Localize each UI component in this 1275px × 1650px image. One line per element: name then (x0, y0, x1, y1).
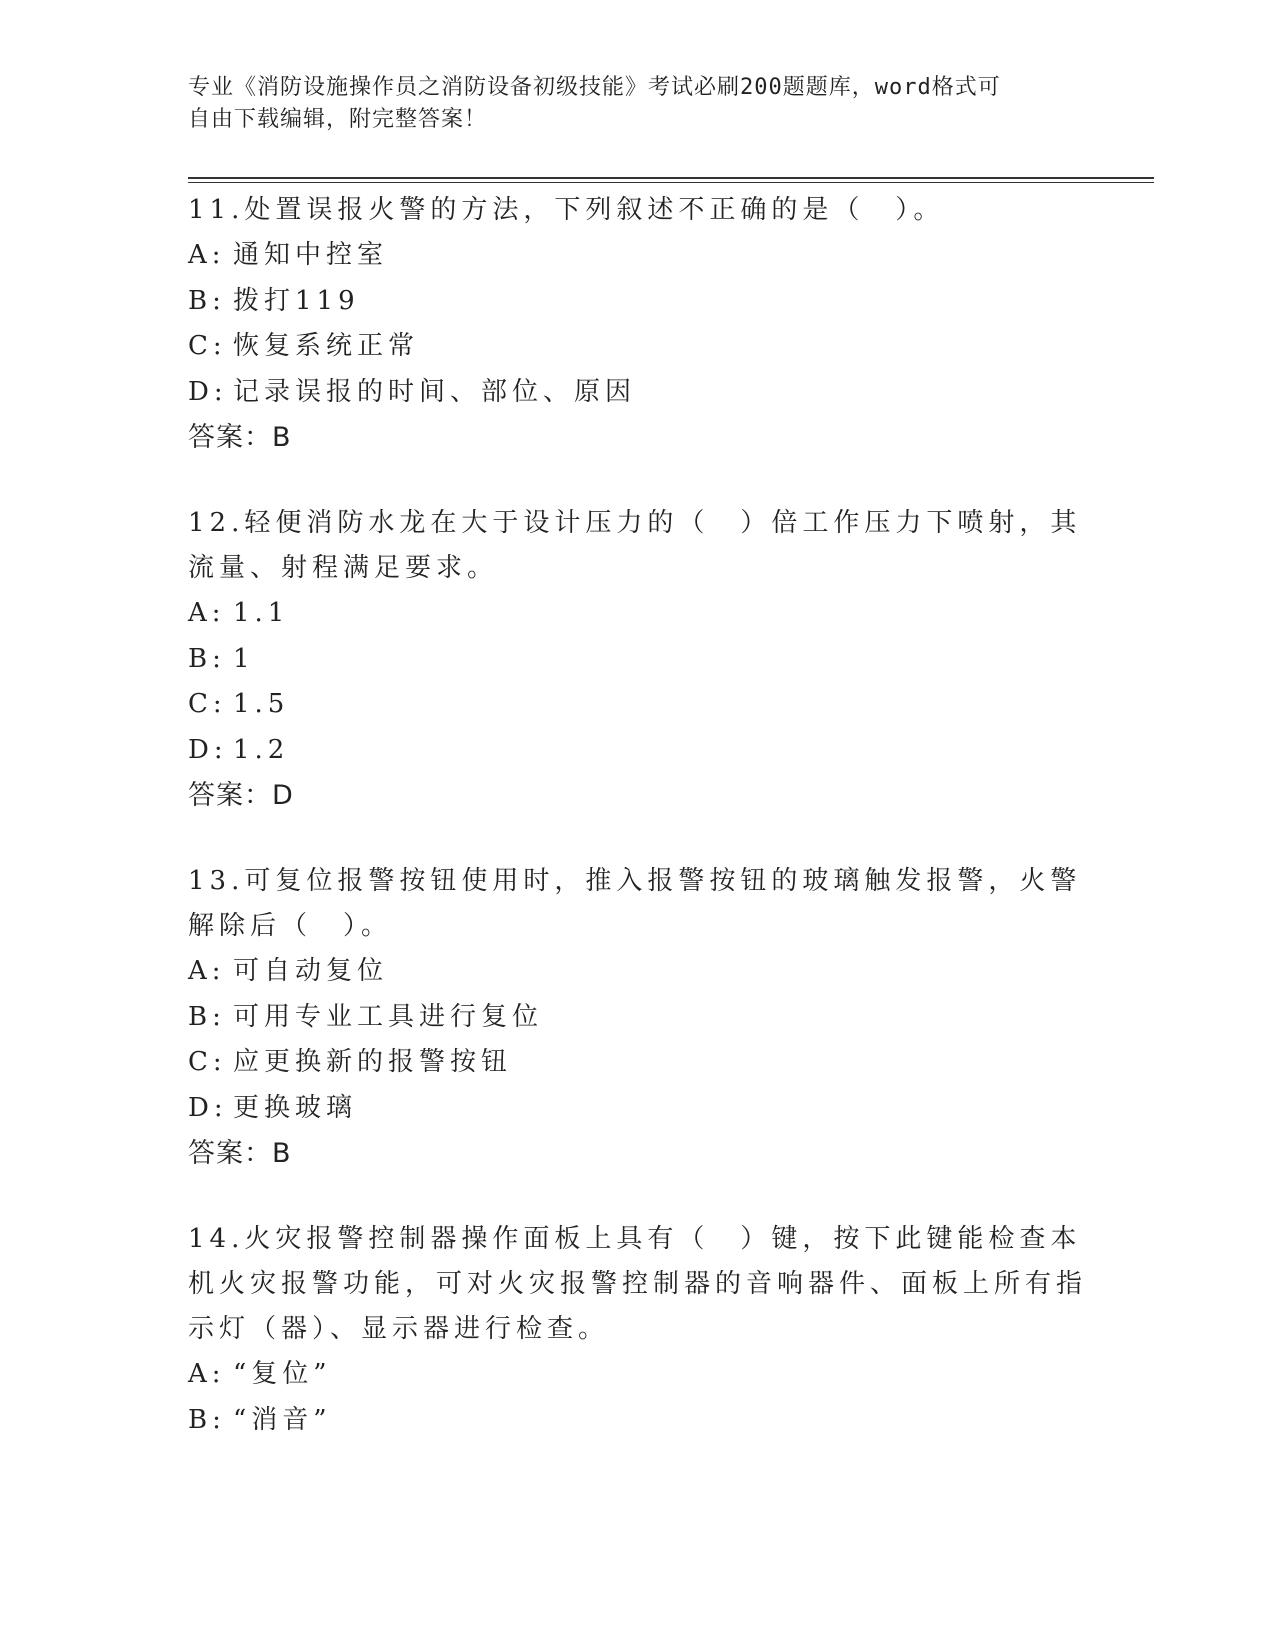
question-stem: 11.处置误报火警的方法，下列叙述不正确的是（ ）。 (188, 195, 945, 225)
option-b (188, 1398, 1088, 1444)
option-text: “消音” (233, 1404, 332, 1435)
option-text: 1.1 (233, 598, 290, 628)
header-divider-thin (188, 182, 1154, 183)
option-text: 1.2 (233, 734, 290, 765)
option-key: D: (188, 734, 228, 765)
option-c (188, 682, 1088, 728)
option-key: C: (188, 331, 227, 361)
option-text: 1.5 (233, 689, 290, 719)
option-text: 可自动复位 (233, 956, 389, 986)
question-stem: 12.轻便消防水龙在大于设计压力的（ ）倍工作压力下喷射，其流量、射程满足要求。 (188, 508, 1082, 583)
option-text: 记录误报的时间、部位、原因 (233, 376, 637, 407)
option-key: B: (188, 285, 226, 316)
question-11 (188, 188, 1088, 461)
option-key: C: (188, 1047, 227, 1077)
question-list (188, 188, 1088, 1483)
option-b (188, 279, 1088, 325)
option-key: A: (188, 956, 226, 986)
option-text: 可用专业工具进行复位 (233, 1001, 544, 1032)
question-13 (188, 859, 1088, 1177)
option-c (188, 1040, 1088, 1086)
option-a (188, 591, 1088, 637)
answer-line: 答案：D (188, 780, 294, 811)
option-a (188, 949, 1088, 995)
document-header (188, 72, 1068, 136)
option-key: B: (188, 1001, 226, 1032)
option-text: 拨打119 (233, 285, 360, 316)
option-text: 1 (233, 643, 255, 674)
question-12 (188, 501, 1088, 819)
option-text: 应更换新的报警按钮 (233, 1047, 513, 1077)
answer-line: 答案：B (188, 422, 292, 453)
option-key: C: (188, 689, 227, 719)
question-stem: 13.可复位报警按钮使用时，推入报警按钮的玻璃触发报警，火警解除后（ ）。 (188, 866, 1082, 941)
option-key: A: (188, 1359, 226, 1389)
option-b (188, 637, 1088, 683)
option-b (188, 995, 1088, 1041)
option-key: D: (188, 376, 228, 407)
answer-line: 答案：B (188, 1138, 292, 1169)
option-c (188, 324, 1088, 370)
option-text: 通知中控室 (233, 240, 389, 270)
question-stem: 14.火灾报警控制器操作面板上具有（ ）键，按下此键能检查本机火灾报警功能，可对火灾报警控制器的音响器件、面板上所有指示灯（器）、显示器进行检查。 (188, 1224, 1088, 1344)
option-key: A: (188, 598, 226, 628)
option-key: D: (188, 1092, 228, 1123)
header-line-1: 专业《消防设施操作员之消防设备初级技能》考试必刷200题题库，word格式可 (188, 75, 1001, 100)
header-divider-thick (188, 177, 1154, 179)
option-key: B: (188, 1404, 226, 1435)
option-a (188, 233, 1088, 279)
option-key: B: (188, 643, 226, 674)
option-key: A: (188, 240, 226, 270)
option-text: 更换玻璃 (233, 1092, 358, 1123)
option-d (188, 728, 1088, 774)
option-text: 恢复系统正常 (233, 331, 420, 361)
header-line-2: 自由下载编辑，附完整答案！ (188, 107, 488, 132)
option-d (188, 1086, 1088, 1132)
option-text: “复位” (233, 1359, 332, 1389)
question-14 (188, 1217, 1088, 1443)
option-a (188, 1352, 1088, 1398)
option-d (188, 370, 1088, 416)
